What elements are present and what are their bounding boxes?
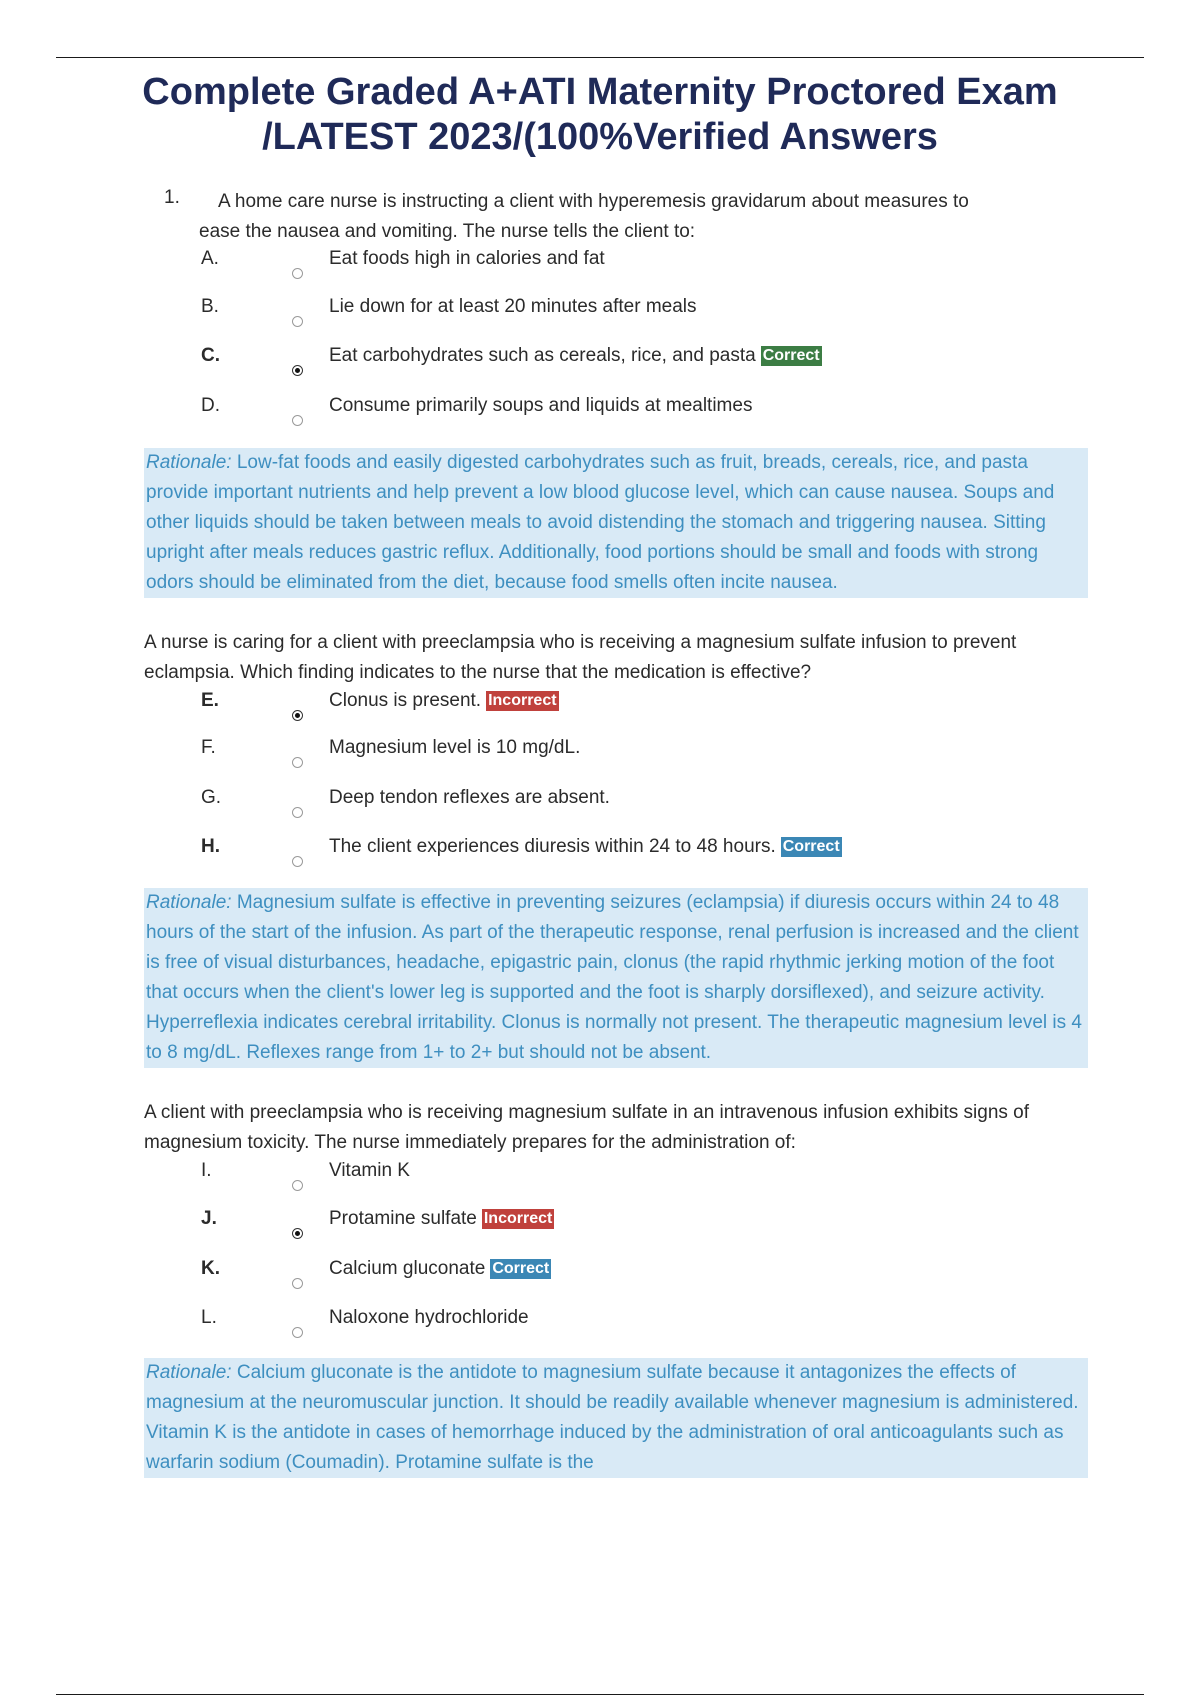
option-text: Naloxone hydrochloride <box>329 1307 529 1328</box>
answer-option-j[interactable] <box>0 1207 1200 1247</box>
incorrect-badge: Incorrect <box>483 1210 553 1227</box>
option-text <box>329 344 822 368</box>
bottom-rule <box>56 1694 1144 1695</box>
option-label: Eat carbohydrates such as cereals, rice, and pasta <box>329 345 756 366</box>
radio-button-selected[interactable] <box>292 710 303 721</box>
radio-button[interactable] <box>292 268 303 279</box>
rationale-label: Rationale: <box>146 892 232 913</box>
option-text: Magnesium level is 10 mg/dL. <box>329 737 581 758</box>
question-stem-line-1: A home care nurse is instructing a client with hyperemesis gravidarum about measures to <box>218 191 969 212</box>
radio-button[interactable] <box>292 415 303 426</box>
question-stem: A nurse is caring for a client with preeclampsia who is receiving a magnesium sulfate infusion to prevent eclampsia. Which finding indicates to the nurse that the medication is effective? <box>144 632 1017 683</box>
option-letter: E. <box>201 690 219 711</box>
option-text: Consume primarily soups and liquids at mealtimes <box>329 395 753 416</box>
option-letter: H. <box>201 836 220 857</box>
option-text <box>329 1207 554 1231</box>
rationale-text: Calcium gluconate is the antidote to magnesium sulfate because it antagonizes the effects of magnesium at the neuromuscular junction. It should be readily available whenever magnesium is administered. Vitamin K is the antidote in cases of hemorrhage induced by the administration of oral anticoagulants such as warfarin sodium (Coumadin). Protamine sulfate is the <box>146 1362 1079 1473</box>
question-stem-line-2: ease the nausea and vomiting. The nurse tells the client to: <box>199 221 696 242</box>
answer-option-k[interactable] <box>0 1257 1200 1297</box>
option-letter: L. <box>201 1307 217 1328</box>
answer-option-c[interactable] <box>0 344 1200 384</box>
option-letter: C. <box>201 345 220 366</box>
option-letter: F. <box>201 737 216 758</box>
radio-button[interactable] <box>292 807 303 818</box>
radio-button-selected[interactable] <box>292 365 303 376</box>
option-letter: D. <box>201 395 220 416</box>
option-letter: I. <box>201 1160 212 1181</box>
title-line-1: Complete Graded A+ATI Maternity Proctored Exam <box>142 71 1058 113</box>
option-letter: G. <box>201 787 222 808</box>
answer-option-i[interactable] <box>0 1159 1200 1199</box>
correct-badge: Correct <box>492 1260 550 1277</box>
answer-option-b[interactable] <box>0 295 1200 335</box>
answer-option-g[interactable] <box>0 786 1200 826</box>
answer-option-f[interactable] <box>0 736 1200 776</box>
rationale-box <box>144 888 1088 1068</box>
radio-button[interactable] <box>292 757 303 768</box>
radio-button[interactable] <box>292 1327 303 1338</box>
question-stem: A client with preeclampsia who is receiving magnesium sulfate in an intravenous infusion exhibits signs of magnesium toxicity. The nurse immediately prepares for the administration of: <box>144 1102 1030 1153</box>
radio-button[interactable] <box>292 856 303 867</box>
radio-button[interactable] <box>292 316 303 327</box>
question-number: 1. <box>164 187 180 208</box>
correct-badge: Correct <box>782 838 840 855</box>
option-letter: A. <box>201 248 219 269</box>
answer-option-d[interactable] <box>0 394 1200 434</box>
rationale-label: Rationale: <box>146 1362 232 1383</box>
rationale-text: Magnesium sulfate is effective in preventing seizures (eclampsia) if diuresis occurs within 24 to 48 hours of the start of the infusion. As part of the therapeutic response, renal perfusion is increased and the client is free of visual disturbances, headache, epigastric pain, clonus (the rapid rhythmic jerking motion of the foot that occurs when the client's lower leg is supported and the foot is sharply dorsiflexed), and seizure activity. Hyperreflexia indicates cerebral irritability. Clonus is normally not present. The therapeutic magnesium level is 4 to 8 mg/dL. Reflexes range from 1+ to 2+ but should not be absent. <box>146 892 1082 1063</box>
option-text <box>329 1257 551 1281</box>
option-label: The client experiences diuresis within 24 to 48 hours. <box>329 836 776 857</box>
correct-badge: Correct <box>762 347 820 364</box>
option-label: Calcium gluconate <box>329 1258 486 1279</box>
option-label: Clonus is present. <box>329 690 482 711</box>
option-text: Eat foods high in calories and fat <box>329 248 605 269</box>
option-label: Protamine sulfate <box>329 1208 477 1229</box>
rationale-box <box>144 448 1088 598</box>
option-letter: B. <box>201 296 219 317</box>
option-text: Deep tendon reflexes are absent. <box>329 787 610 808</box>
rationale-box <box>144 1358 1088 1478</box>
answer-option-h[interactable] <box>0 835 1200 875</box>
option-text <box>329 689 559 713</box>
radio-button[interactable] <box>292 1180 303 1191</box>
answer-option-l[interactable] <box>0 1306 1200 1346</box>
option-letter: J. <box>201 1208 217 1229</box>
page-title <box>120 70 1080 160</box>
top-rule <box>56 57 1144 58</box>
title-line-2: /LATEST 2023/(100%Verified Answers <box>262 116 938 158</box>
rationale-label: Rationale: <box>146 452 232 473</box>
option-text <box>329 835 842 859</box>
radio-button-selected[interactable] <box>292 1228 303 1239</box>
radio-button[interactable] <box>292 1278 303 1289</box>
option-letter: K. <box>201 1258 220 1279</box>
answer-option-a[interactable] <box>0 247 1200 287</box>
answer-option-e[interactable] <box>0 689 1200 729</box>
rationale-text: Low-fat foods and easily digested carbohydrates such as fruit, breads, cereals, rice, and pasta provide important nutrients and help prevent a low blood glucose level, which can cause nausea. Soups and other liquids should be taken between meals to avoid distending the stomach and triggering nausea. Sitting upright after meals reduces gastric reflux. Additionally, food portions should be small and foods with strong odors should be eliminated from the diet, because food smells often incite nausea. <box>146 452 1055 593</box>
option-text: Lie down for at least 20 minutes after meals <box>329 296 697 317</box>
incorrect-badge: Incorrect <box>488 692 557 709</box>
option-text: Vitamin K <box>329 1160 410 1181</box>
